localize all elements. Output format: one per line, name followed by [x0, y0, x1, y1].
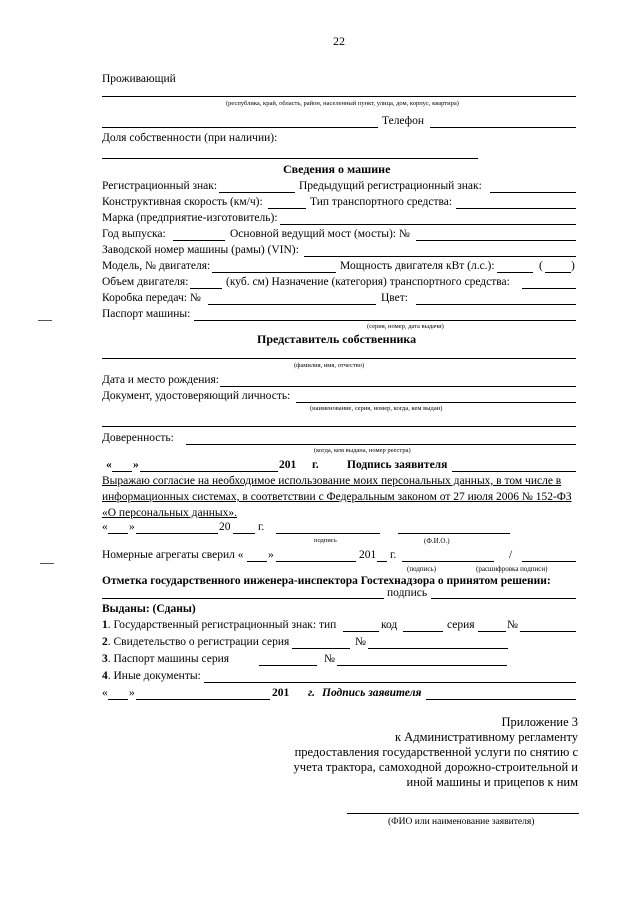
vehicle-type-field[interactable]	[456, 208, 576, 209]
engine-power-hp-field[interactable]	[545, 272, 571, 273]
issued-sign-field[interactable]	[426, 699, 576, 700]
address-field-2[interactable]	[102, 127, 378, 128]
issued-item3-no-field[interactable]	[337, 665, 507, 666]
sign1-date-close: »	[133, 459, 139, 471]
consent-line-1: Выражаю согласие на необходимое использование моих персональных данных, в том числе в	[102, 475, 562, 487]
issued-item1-label: . Государственный регистрационный знак: тип	[107, 619, 337, 631]
prev-reg-sign-label: Предыдущий регистрационный знак:	[299, 180, 482, 192]
engine-power-kw-field[interactable]	[497, 272, 533, 273]
machine-heading: Сведения о машине	[283, 162, 391, 176]
passport-label: Паспорт машины:	[102, 308, 191, 320]
inspector-heading: Отметка государственного инженера-инспектора Гостехнадзора о принятом решении:	[102, 575, 551, 587]
birth-field[interactable]	[220, 386, 576, 387]
aggregates-sign-hint: (подпись)	[407, 565, 437, 573]
make-label: Марка (предприятие-изготовитель):	[102, 212, 278, 224]
engine-volume-label: Объем двигателя:	[102, 276, 189, 288]
engine-volume-unit: (куб. см) Назначение (категория) транспортного средства:	[226, 276, 510, 288]
id-doc-field-2[interactable]	[102, 426, 576, 427]
consent-year-suffix: г.	[258, 521, 265, 533]
representative-name-hint: (фамилия, имя, отчество)	[294, 362, 365, 369]
id-doc-label: Документ, удостоверяющий личность:	[102, 390, 291, 402]
consent-year: 20	[219, 521, 231, 533]
aggregates-sign-field[interactable]	[402, 561, 494, 562]
consent-date-close: »	[129, 521, 135, 533]
year-label: Год выпуска:	[102, 228, 166, 240]
inspector-sign-field[interactable]	[431, 598, 576, 599]
appendix-line-4: учета трактора, самоходной дорожно-строительной и	[293, 760, 578, 774]
drive-axle-label: Основной ведущий мост (мосты): №	[230, 228, 410, 240]
prev-reg-sign-field[interactable]	[490, 192, 576, 193]
issued-month-field[interactable]	[136, 699, 270, 700]
birth-label: Дата и место рождения:	[102, 374, 220, 386]
sign1-year-suffix: г.	[312, 459, 319, 471]
drive-axle-field[interactable]	[416, 240, 576, 241]
sign1-date-open: «	[106, 459, 112, 471]
consent-sign-hint: подпись	[314, 537, 337, 544]
engine-model-label: Модель, № двигателя:	[102, 260, 211, 272]
aggregates-decode-hint: (расшифровка подписи)	[476, 565, 548, 573]
appendix-line-2: к Административному регламенту	[394, 730, 578, 744]
issued-item4-label: . Иные документы:	[107, 670, 201, 682]
make-field[interactable]	[280, 224, 576, 225]
issued-date-close: »	[129, 687, 135, 699]
sign1-month-field[interactable]	[140, 471, 278, 472]
applicant-fio-field[interactable]	[347, 813, 579, 814]
phone-field[interactable]	[430, 127, 576, 128]
issued-item1-series-field[interactable]	[478, 631, 506, 632]
applicant-fio-hint: (ФИО или наименование заявителя)	[388, 817, 535, 827]
issued-year: 201	[272, 687, 290, 699]
sign1-day-field[interactable]	[112, 471, 132, 472]
consent-line-2: информационных системах, в соответствии с Федеральным законом от 27 июля 2006 № 152-ФЗ	[102, 491, 572, 503]
year-field[interactable]	[173, 240, 225, 241]
consent-day-field[interactable]	[108, 533, 128, 534]
issued-item1-no: №	[507, 619, 518, 631]
appendix-line-3: предоставления государственной услуги по снятию с	[294, 745, 578, 759]
address-hint: (республика, край, область, район, населенный пункт, улица, дом, корпус, квартира)	[226, 100, 459, 107]
phone-label: Телефон	[382, 115, 425, 127]
sign1-label: Подпись заявителя	[347, 459, 448, 471]
passport-hint: (серия, номер, дата выдачи)	[367, 323, 444, 330]
issued-item2-num: 2	[102, 636, 108, 648]
consent-sign-field[interactable]	[276, 533, 380, 534]
proxy-hint: (когда, кем выдана, номер реестра)	[314, 447, 411, 454]
consent-fio-field[interactable]	[398, 533, 510, 534]
passport-field[interactable]	[194, 320, 576, 321]
margin-mark-2	[40, 563, 54, 564]
issued-item4-field[interactable]	[204, 682, 576, 683]
color-field[interactable]	[416, 304, 576, 305]
aggregates-year: 201	[359, 549, 377, 561]
consent-fio-hint: (Ф.И.О.)	[424, 537, 450, 545]
aggregates-year-field[interactable]	[377, 561, 387, 562]
consent-year-field[interactable]	[233, 533, 255, 534]
id-doc-field[interactable]	[296, 402, 576, 403]
issued-item2-no-field[interactable]	[368, 648, 508, 649]
factory-number-label: Заводской номер машины (рамы) (VIN):	[102, 244, 299, 256]
aggregates-slash: /	[509, 549, 513, 561]
issued-item1-num: 1	[102, 619, 108, 631]
design-speed-field[interactable]	[268, 208, 306, 209]
aggregates-day-field[interactable]	[247, 561, 267, 562]
issued-item1-code: код	[381, 619, 398, 631]
issued-date-open: «	[102, 687, 108, 699]
proxy-label: Доверенность:	[102, 432, 174, 444]
vehicle-type-label: Тип транспортного средства:	[310, 196, 453, 208]
proxy-field[interactable]	[186, 444, 576, 445]
margin-mark-1	[38, 320, 52, 321]
reg-sign-field[interactable]	[219, 192, 295, 193]
inspector-sign-label: подпись	[387, 587, 428, 599]
page-number: 22	[333, 34, 345, 48]
issued-heading: Выданы: (Сданы)	[102, 603, 196, 615]
design-speed-label: Конструктивная скорость (км/ч):	[102, 196, 263, 208]
address-field[interactable]	[102, 96, 576, 97]
issued-item3-series-field[interactable]	[259, 665, 317, 666]
issued-day-field[interactable]	[108, 699, 128, 700]
reg-sign-label: Регистрационный знак:	[102, 180, 218, 192]
id-doc-hint: (наименование, серия, номер, когда, кем выдан)	[310, 405, 443, 412]
color-label: Цвет:	[381, 292, 408, 304]
gearbox-label: Коробка передач: №	[102, 292, 201, 304]
aggregates-month-field[interactable]	[276, 561, 356, 562]
engine-power-hp-open: (	[539, 260, 543, 272]
engine-model-field[interactable]	[212, 272, 336, 273]
representative-name-field[interactable]	[102, 358, 576, 359]
vehicle-category-field[interactable]	[522, 288, 576, 289]
consent-line-3: «О персональных данных».	[102, 507, 238, 519]
share-field[interactable]	[102, 158, 478, 159]
appendix-line-1: Приложение 3	[501, 715, 578, 729]
issued-item2-series-field[interactable]	[292, 648, 350, 649]
residing-label: Проживающий	[102, 73, 176, 85]
engine-power-hp-close: )	[571, 260, 575, 272]
gearbox-field[interactable]	[208, 304, 376, 305]
aggregates-date-close: »	[268, 549, 274, 561]
sign1-field[interactable]	[452, 471, 576, 472]
appendix-line-5: иной машины и прицепов к ним	[406, 775, 578, 789]
issued-item3-num: 3	[102, 653, 108, 665]
engine-volume-field[interactable]	[190, 288, 222, 289]
inspector-decision-field[interactable]	[102, 598, 384, 599]
aggregates-year-suffix: г.	[390, 549, 397, 561]
aggregates-decode-field[interactable]	[522, 561, 576, 562]
issued-item1-type-field[interactable]	[343, 631, 379, 632]
issued-year-suffix: г.	[308, 687, 315, 699]
factory-number-field[interactable]	[304, 256, 576, 257]
issued-item3-label: . Паспорт машины серия	[107, 653, 230, 665]
consent-date-open: «	[102, 521, 108, 533]
issued-item1-series: серия	[447, 619, 475, 631]
share-label: Доля собственности (при наличии):	[102, 132, 278, 144]
issued-item1-no-field[interactable]	[520, 631, 576, 632]
representative-heading: Представитель собственника	[257, 332, 417, 346]
consent-month-field[interactable]	[136, 533, 218, 534]
issued-item4-num: 4	[102, 670, 108, 682]
issued-item1-code-field[interactable]	[403, 631, 443, 632]
issued-item2-label: . Свидетельство о регистрации серия	[107, 636, 290, 648]
engine-power-label: Мощность двигателя кВт (л.с.):	[340, 260, 495, 272]
issued-item2-no: №	[355, 636, 366, 648]
issued-sign-label: Подпись заявителя	[322, 687, 422, 699]
sign1-year: 201	[279, 459, 297, 471]
issued-item3-no: №	[324, 653, 335, 665]
aggregates-label: Номерные агрегаты сверил «	[102, 549, 244, 561]
